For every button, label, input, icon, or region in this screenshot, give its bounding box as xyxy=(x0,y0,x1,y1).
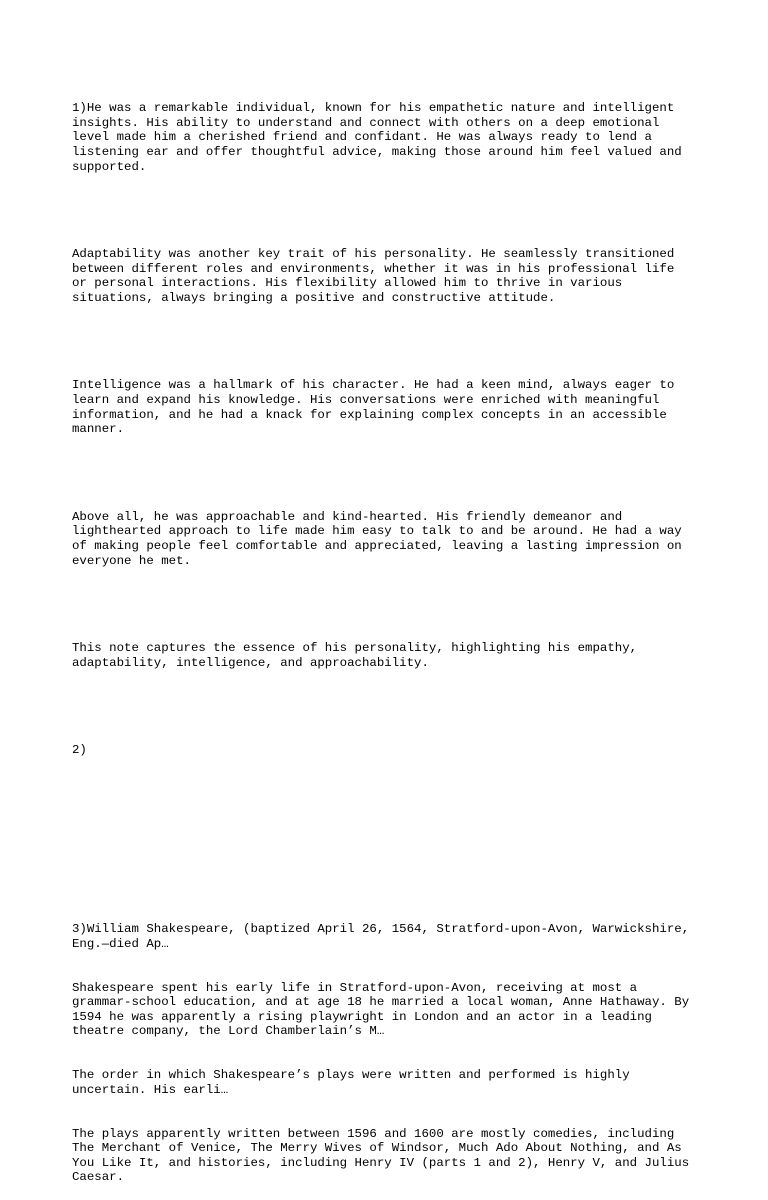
personality-paragraph-1: 1)He was a remarkable individual, known for his empathetic nature and intelligent insights. His ability to understand and connect with others on a deep emotional level made him a cherished friend and confidant. He was always ready to lend a listening ear and offer thoughtful advice, making those around him feel valued and supported. xyxy=(72,101,682,174)
document-page xyxy=(72,72,702,1200)
paragraph-spacer xyxy=(72,700,702,715)
paragraph-spacer xyxy=(72,466,702,481)
personality-paragraph-2: Adaptability was another key trait of his personality. He seamlessly transitioned between different roles and environments, whether it was in his professional life or personal interactions. His flexibility allowed him to thrive in various situations, always bringing a positive and constructive attitude. xyxy=(72,247,675,305)
shakespeare-paragraph-3: The order in which Shakespeare’s plays were written and performed is highly uncertain. His earli… xyxy=(72,1068,630,1097)
paragraph-spacer xyxy=(72,335,702,350)
shakespeare-paragraph-2: Shakespeare spent his early life in Stratford-upon-Avon, receiving at most a grammar-school education, and at age 18 he married a local woman, Anne Hathaway. By 1594 he was apparently a rising playwright in London and an actor in a leading theatre company, the Lord Chamberlain’s M… xyxy=(72,980,690,1039)
paragraph-spacer xyxy=(72,203,702,218)
personality-paragraph-3: Intelligence was a hallmark of his character. He had a keen mind, always eager to learn and expand his knowledge. His conversations were enriched with meaningful information, and he had a knack for explaining complex concepts in an accessible manner. xyxy=(72,378,675,437)
blank-section-space xyxy=(72,787,702,893)
shakespeare-paragraph-1: 3)William Shakespeare, (baptized April 26, 1564, Stratford-upon-Avon, Warwickshire, Eng.—died Ap… xyxy=(72,922,690,951)
paragraph-spacer xyxy=(72,597,702,612)
section-2-label: 2) xyxy=(72,743,87,758)
shakespeare-paragraph-4: The plays apparently written between 1596 and 1600 are mostly comedies, including The Merchant of Venice, The Merry Wives of Windsor, Much Ado About Nothing, and As You Like It, and histories, including Henry IV (parts 1 and 2), Henry V, and Julius Caesar. xyxy=(72,1126,690,1185)
personality-paragraph-4: Above all, he was approachable and kind-hearted. His friendly demeanor and lighthearted approach to life made him easy to talk to and be around. He had a way of making people feel comfortable and appreciated, leaving a lasting impression on everyone he met. xyxy=(72,509,682,568)
personality-paragraph-5: This note captures the essence of his personality, highlighting his empathy, adaptability, intelligence, and approachability. xyxy=(72,641,638,670)
